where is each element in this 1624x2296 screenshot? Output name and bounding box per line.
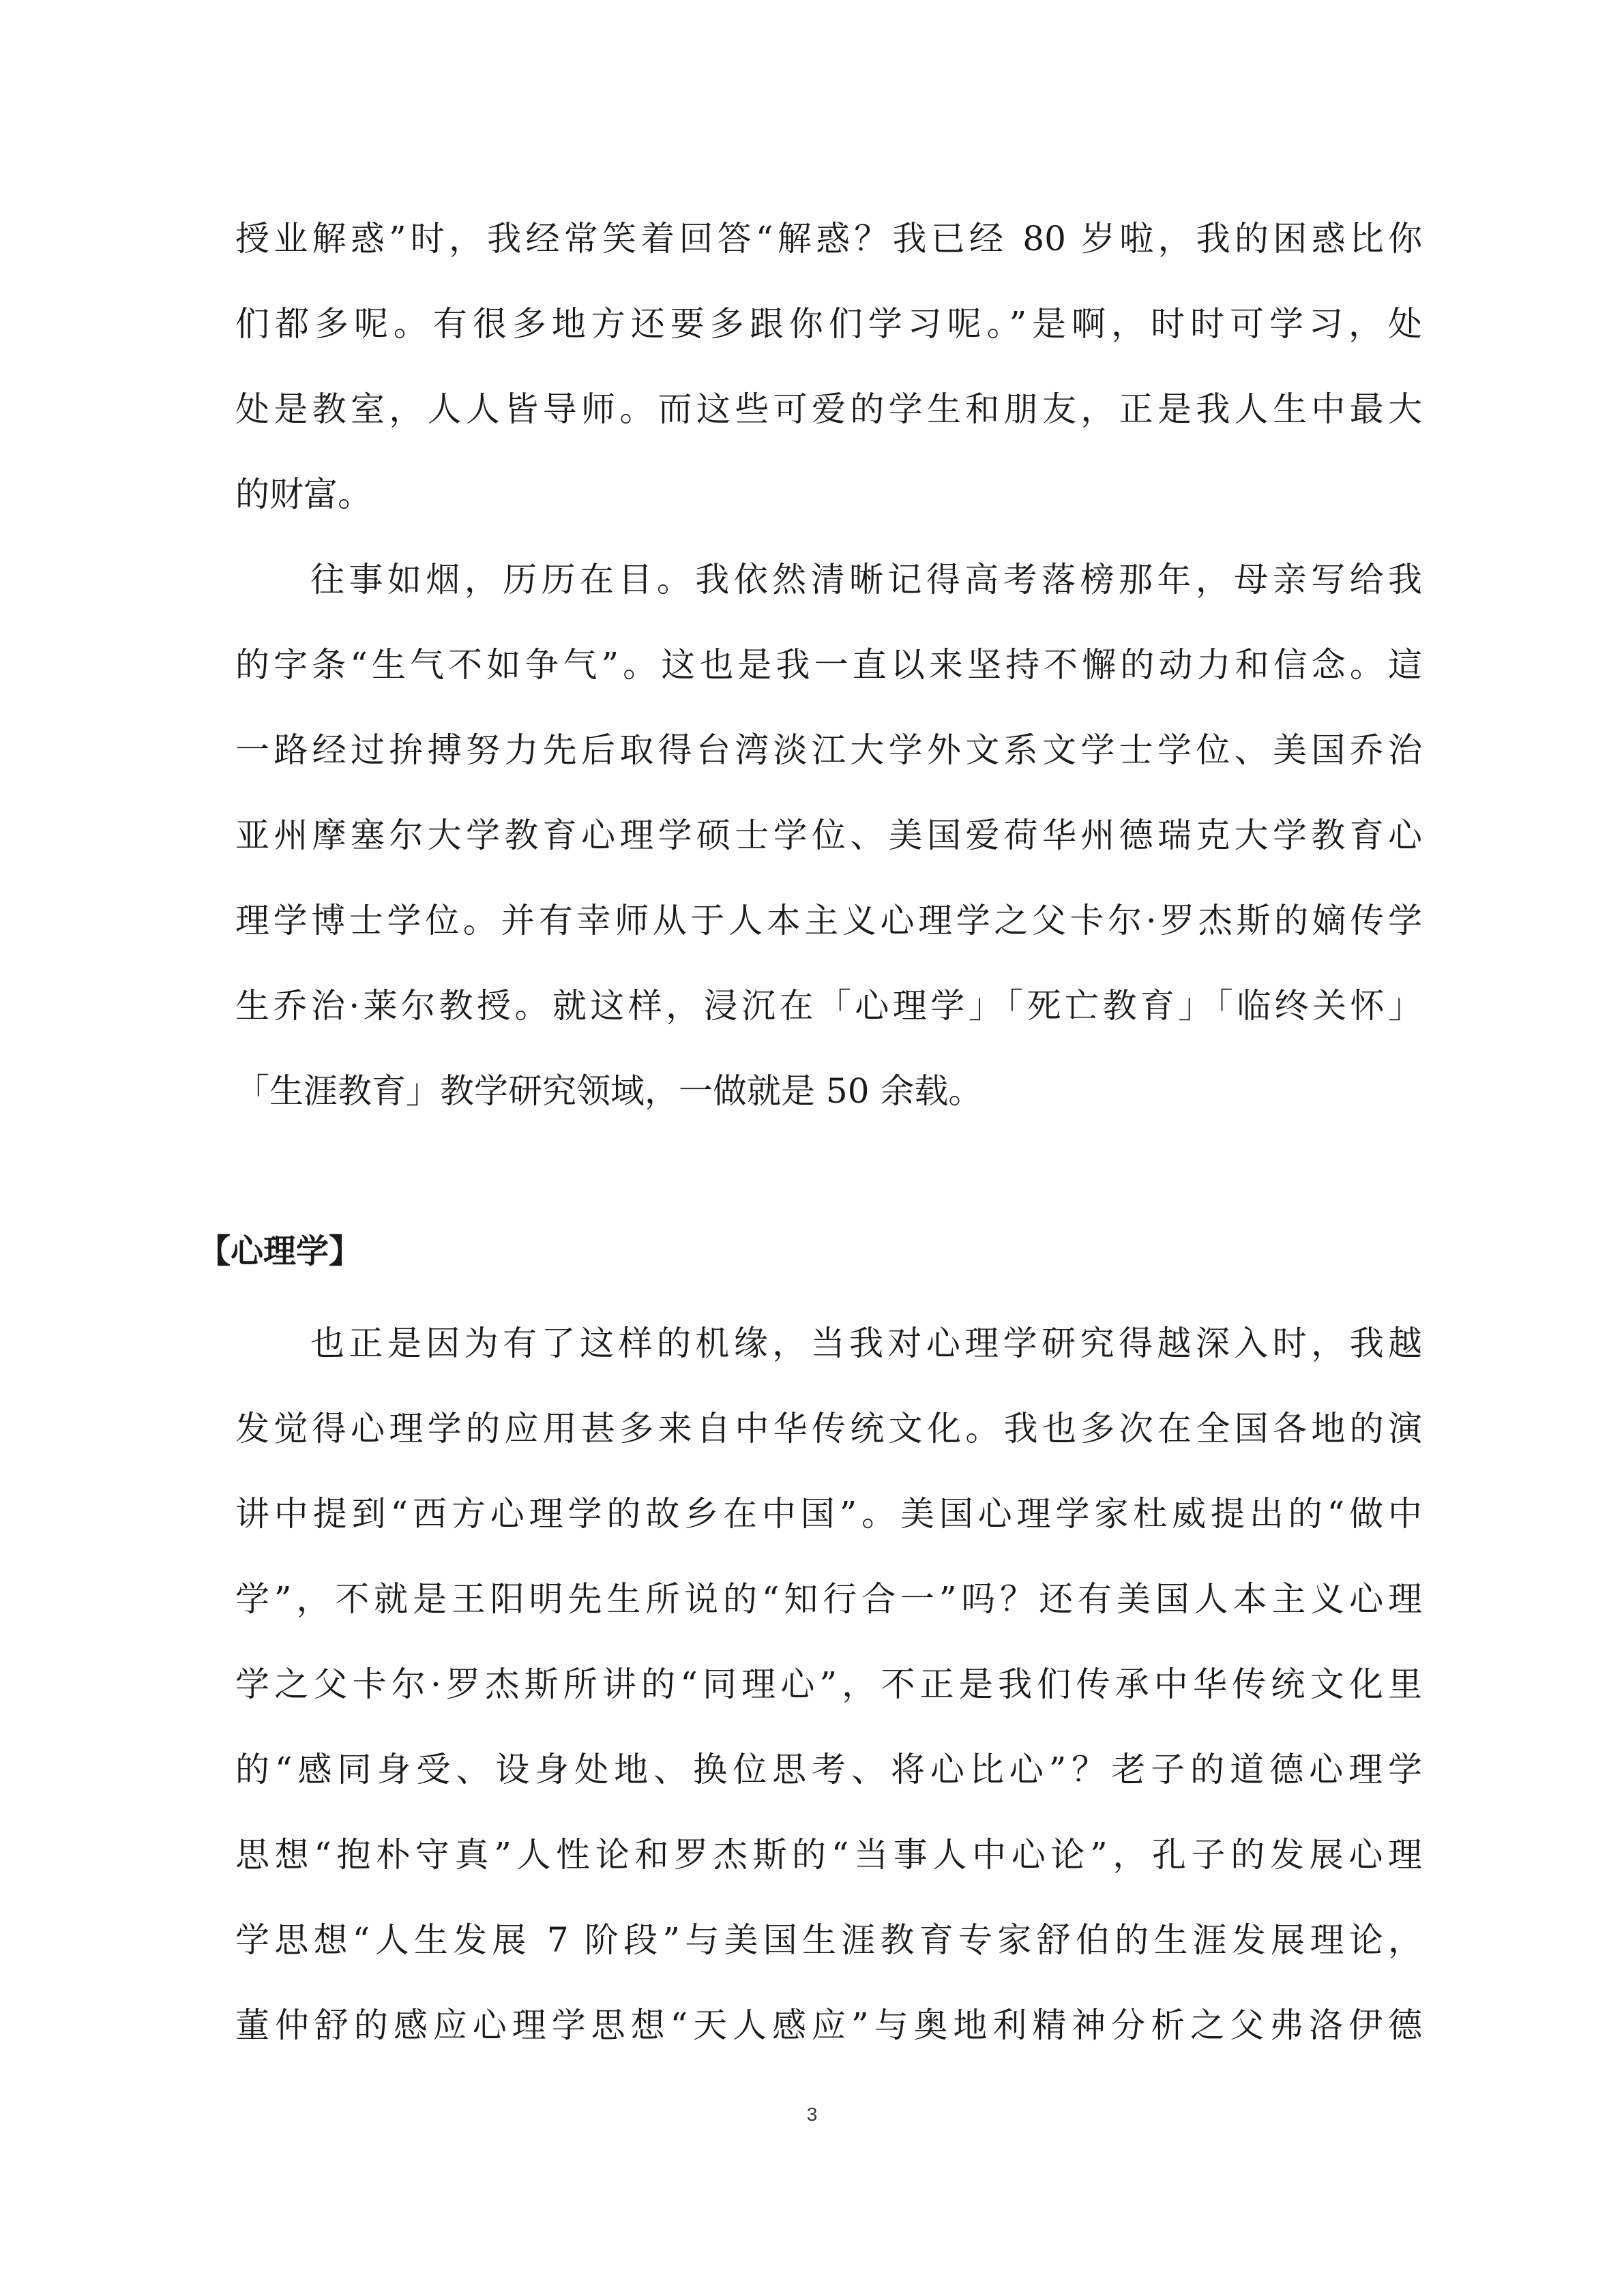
- paragraph-3-line-8: 学思想“人生发展 7 阶段”与美国生涯教育专家舒伯的生涯发展理论，: [235, 1920, 1422, 1960]
- paragraph-3-line-1: 也正是因为有了这样的机缘，当我对心理学研究得越深入时，我越: [310, 1324, 1422, 1363]
- paragraph-2-line-3: 一路经过拚搏努力先后取得台湾淡江大学外文系文学士学位、美国乔治: [235, 730, 1422, 770]
- paragraph-3-line-3: 讲中提到“西方心理学的故乡在中国”。美国心理学家杜威提出的“做中: [235, 1494, 1422, 1534]
- paragraph-3-line-4: 学”，不就是王阳明先生所说的“知行合一”吗？还有美国人本主义心理: [235, 1579, 1422, 1619]
- paragraph-3-line-5: 学之父卡尔·罗杰斯所讲的“同理心”，不正是我们传承中华传统文化里: [235, 1665, 1422, 1704]
- paragraph-3-line-2: 发觉得心理学的应用甚多来自中华传统文化。我也多次在全国各地的演: [235, 1409, 1422, 1448]
- paragraph-2-line-1: 往事如烟，历历在目。我依然清晰记得高考落榜那年，母亲写给我: [310, 560, 1422, 599]
- paragraph-1-line-4: 的财富。: [235, 475, 372, 514]
- paragraph-1-line-2: 们都多呢。有很多地方还要多跟你们学习呢。”是啊，时时可学习，处: [235, 304, 1422, 344]
- paragraph-3-line-6: 的“感同身受、设身处地、换位思考、将心比心”？老子的道德心理学: [235, 1750, 1422, 1789]
- paragraph-2-line-6: 生乔治·莱尔教授。就这样，浸沉在「心理学」「死亡教育」「临终关怀」: [235, 986, 1422, 1026]
- paragraph-2-line-7: 「生涯教育」教学研究领域，一做就是 50 余载。: [235, 1071, 983, 1111]
- paragraph-3-line-7: 思想“抱朴守真”人性论和罗杰斯的“当事人中心论”，孔子的发展心理: [235, 1835, 1422, 1875]
- page-number: 3: [806, 2104, 818, 2125]
- paragraph-1-line-3: 处是教室，人人皆导师。而这些可爱的学生和朋友，正是我人生中最大: [235, 389, 1422, 429]
- paragraph-2-line-4: 亚州摩塞尔大学教育心理学硕士学位、美国爱荷华州德瑞克大学教育心: [235, 816, 1422, 855]
- paragraph-2-line-2: 的字条“生气不如争气”。这也是我一直以来坚持不懈的动力和信念。這: [235, 645, 1422, 685]
- section-heading: 【心理学】: [198, 1232, 362, 1270]
- paragraph-3-line-9: 董仲舒的感应心理学思想“天人感应”与奥地利精神分析之父弗洛伊德: [235, 2006, 1422, 2045]
- paragraph-1-line-1: 授业解惑”时，我经常笑着回答“解惑？我已经 80 岁啦，我的困惑比你: [235, 219, 1422, 258]
- paragraph-2-line-5: 理学博士学位。并有幸师从于人本主义心理学之父卡尔·罗杰斯的嫡传学: [235, 901, 1422, 940]
